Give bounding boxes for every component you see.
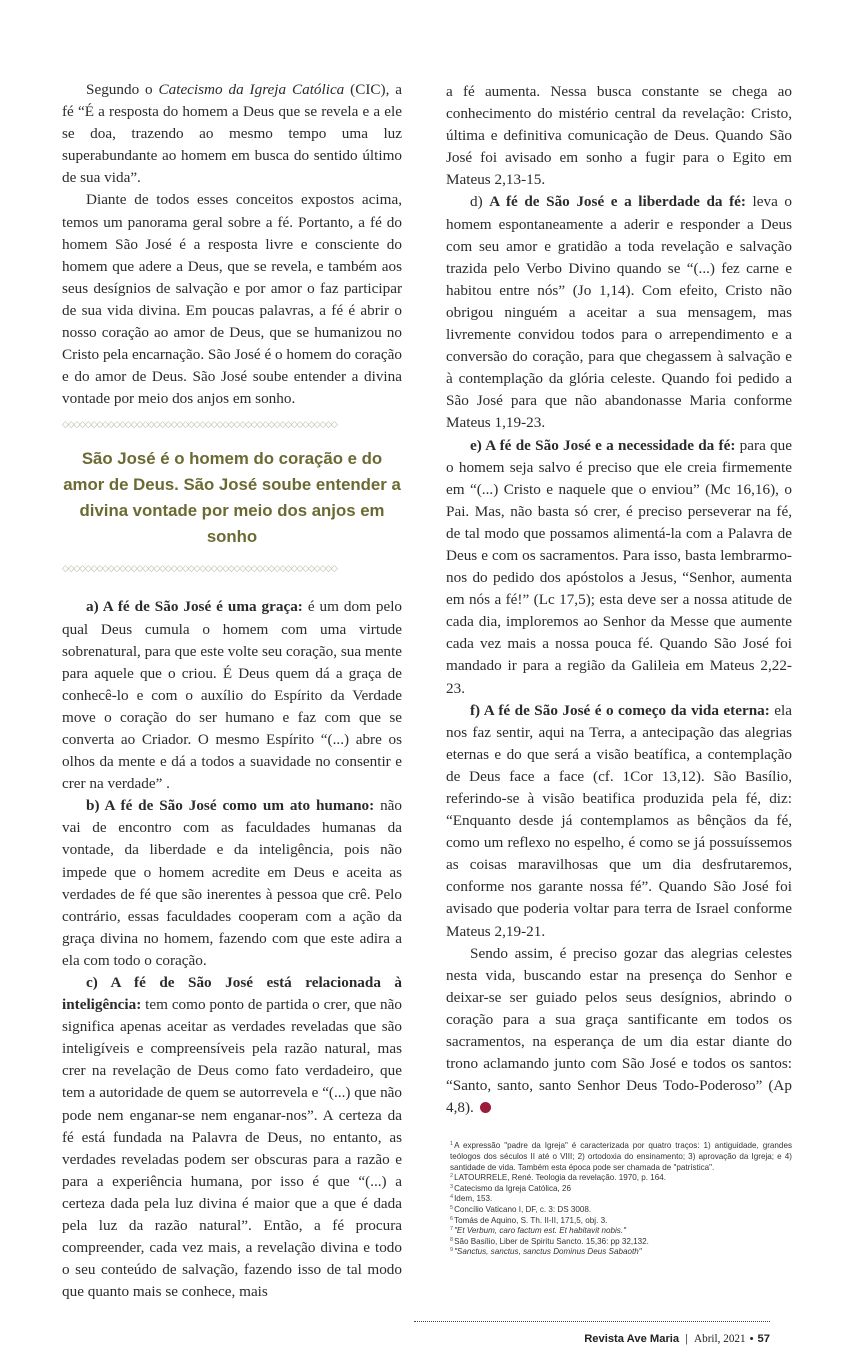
footnote-number: 6 — [450, 1215, 454, 1222]
page-number: 57 — [757, 1333, 770, 1346]
diamond-divider-top: ◇◇◇◇◇◇◇◇◇◇◇◇◇◇◇◇◇◇◇◇◇◇◇◇◇◇◇◇◇◇◇◇◇◇◇◇◇◇◇◇◇◇◇◇◇◇◇◇ — [62, 420, 337, 431]
intro-paragraph-1 — [62, 79, 402, 189]
point-e-text: para que o homem seja salvo é preciso que ele creia firmemente em “(...) Cristo e naquele que o enviou” (Mc 16,16), o Pai. Mas, não basta só crer, é preciso perseverar na fé, de tal modo que possamos alimentá-la com a Palavra de Deus e com os sacramentos. Para isso, basta lembrarmo-nos do pedido dos apóstolos a Jesus, “Senhor, aumenta em nós a fé!” (Lc 17,5); esta deve ser a nossa atitude de cada dia, imploremos ao Senhor da Messe que aumente cada vez mais a nossa pouca fé. Quando São José foi mandado ir para a região da Galileia em Mateus 2,22-23. — [446, 436, 793, 697]
conclusion-paragraph — [446, 943, 792, 1120]
footnote — [450, 1247, 792, 1258]
point-d-paragraph — [446, 191, 792, 434]
intro-text: Segundo o — [86, 81, 159, 98]
footnote-number: 4 — [450, 1194, 454, 1201]
point-c-title: c) A fé de São José está relacionada à inteligência: — [62, 974, 402, 1014]
footer-block — [0, 1321, 850, 1370]
point-b-text: não vai de encontro com as faculdades humanas da vontade, da liberdade e da inteligência, pois não impede que o homem acredite em Deus e aceita as verdades de fé que são inerentes à pessoa que crê. Pelo contrário, essas faculdades cooperam com a ação da graça divina no homem, fazendo com que este adira a ela com todo o coração. — [62, 797, 402, 969]
footnote-number: 1 — [450, 1141, 454, 1148]
point-d-prefix: d) — [470, 193, 490, 211]
right-column-wrapper — [446, 81, 792, 1258]
footnote — [450, 1173, 792, 1184]
continuation-paragraph: a fé aumenta. Nessa busca constante se chega ao conhecimento do mistério central da revelação: Cristo, última e definitiva comunicação de Deus. Quando São José foi avisado em sonho a fugir para o Egito em Mateus 2,13-15. — [446, 83, 792, 189]
footnote-number: 5 — [450, 1204, 454, 1211]
footer-separator: | — [685, 1333, 689, 1346]
footnote-number: 7 — [450, 1226, 454, 1233]
footnote-text: "Sanctus, sanctus, sanctus Dominus Deus Sabaoth" — [454, 1247, 642, 1257]
footnote — [450, 1205, 792, 1216]
issue-date: Abril, 2021 — [694, 1333, 746, 1346]
intro-paragraph-2: Diante de todos esses conceitos expostos acima, temos um panorama geral sobre a fé. Portanto, a fé do homem São José é a resposta livre e consciente do homem que adere a Deus, que se revela, e também aos seus desígnios de salvação e por amor o faz participar de sua vida divina. Em poucas palavras, a fé é abrir o nosso coração ao amor de Deus, que se humanizou no Cristo pela encarnação. São José é o homem do coração e do amor de Deus. São José soube entender a divina vontade por meio dos anjos em sonho. — [62, 191, 402, 408]
diamond-divider-bottom: ◇◇◇◇◇◇◇◇◇◇◇◇◇◇◇◇◇◇◇◇◇◇◇◇◇◇◇◇◇◇◇◇◇◇◇◇◇◇◇◇◇◇◇◇◇◇◇◇ — [62, 564, 337, 575]
footnote-number: 2 — [450, 1173, 454, 1180]
catechism-title: Catecismo da Igreja Católica — [158, 81, 345, 98]
footer-bullet: • — [749, 1333, 754, 1346]
end-of-article-dot-icon — [480, 1102, 491, 1113]
point-d-title: A fé de São José e a liberdade da fé: — [489, 193, 746, 211]
point-e-paragraph — [446, 435, 792, 700]
point-a-paragraph — [62, 596, 402, 795]
point-c-paragraph — [62, 972, 402, 1303]
footnote-number: 3 — [450, 1183, 454, 1190]
point-d-text: leva o homem espontaneamente a aderir e responder a Deus com seu amor e gratidão a toda revelação e salvação trazida pelo Verbo Divino quando se “(...) fez carne e habitou entre nós” (Jo 1,14). Com efeito, Cristo não obrigou ninguém a aceitar a sua mensagem, mas livremente convidou todos para o arrependimento e a conversão do coração, para que chegassem à salvação e à contemplação da glória celeste. Quando foi pedido a São José para que não abandonasse Maria conforme Mateus 1,19-23. — [446, 193, 793, 432]
footnote-text: São Basílio, Liber de Spiritu Sancto. 15,36: pp 32,132. — [454, 1236, 649, 1246]
footnote — [450, 1194, 792, 1205]
footnotes — [450, 1141, 792, 1258]
footnote-text: Idem, 153. — [454, 1194, 493, 1204]
section-heading: São José é o homem do coração e do amor de Deus. São José soube entender a divina vontade por meio dos anjos em sonho — [63, 449, 401, 547]
footnote-text: A expressão "padre da Igreja" é caracterizada por quatro traços: 1) antiguidade, grandes teólogos dos séculos II até o VIII; 2) ortodoxia do ensinamento; 3) aprovação da Igreja; e 4) santidade de vida. Também esta época pode ser chamada de "patrística". — [450, 1141, 792, 1172]
footnote-text: LATOURRELE, René. Teologia da revelação. 1970, p. 164. — [454, 1173, 666, 1183]
point-e-title: e) A fé de São José e a necessidade da fé: — [470, 436, 736, 454]
footer-dotted-rule — [414, 1321, 770, 1322]
point-f-title: f) A fé de São José é o começo da vida eterna: — [470, 701, 770, 719]
footnote-text: Catecismo da Igreja Católica, 26 — [454, 1183, 572, 1193]
point-a-text: é um dom pelo qual Deus cumula o homem com uma virtude sobrenatural, para que este volte seu coração, sua mente para aquele que o criou. É Deus quem dá a graça de conhecê-lo e com o auxílio do Espírito da Verdade move o coração do ser humano e faz com que se converta ao Criador. O mesmo Espírito “(...) abre os olhos da mente e dá a todos a suavidade no consentir e crer na verdade” . — [62, 598, 403, 793]
point-f-text: ela nos faz sentir, aqui na Terra, a antecipação das alegrias eternas e do que será a visão beatífica, a contemplação de Deus face a face (cf. 1Cor 13,12). São Basílio, referindo-se à visão beatifica produzida pela fé, diz: “Enquanto desde já contemplamos as bênçãos da fé, como um reflexo no espelho, é como se já possuíssemos as coisas maravilhosas que um dia desfrutaremos, conforme nos garante nossa fé”. Quando São José foi avisado que poderia voltar para terra de Israel conforme Mateus 2,19-21. — [446, 701, 792, 940]
point-a-title: a) A fé de São José é uma graça: — [86, 598, 303, 616]
intro-text: (CIC), a fé “É a resposta do homem a Deus que se revela e a ele se doa, trazendo ao mesmo tempo uma luz superabundante ao homem em busca do sentido último de sua vida”. — [62, 81, 402, 187]
footnote-text: Concílio Vaticano I, DF, c. 3: DS 3008. — [454, 1204, 592, 1214]
footnote — [450, 1184, 792, 1195]
footnote — [450, 1141, 792, 1173]
right-column — [446, 81, 792, 1119]
point-f-paragraph — [446, 700, 792, 943]
footnote-number: 9 — [450, 1247, 454, 1254]
page-footer — [414, 1332, 770, 1346]
magazine-name: Revista Ave Maria — [584, 1333, 680, 1346]
footnote — [450, 1237, 792, 1248]
footnote-number: 8 — [450, 1236, 454, 1243]
conclusion-text: Sendo assim, é preciso gozar das alegrias celestes nesta vida, buscando estar na presença do Senhor e deixar-se ser guiado pelos seus desígnios, abrindo o coração para a sua graça santificante em todos os sacramentos, na esperança de um dia estar diante do trono aclamando junto com São José e todos os santos: “Santo, santo, santo Senhor Deus Todo-Poderoso” (Ap 4,8). — [446, 944, 792, 1117]
left-column — [62, 79, 402, 1303]
point-b-title: b) A fé de São José como um ato humano: — [86, 797, 375, 815]
point-b-paragraph — [62, 795, 402, 972]
footnote — [450, 1226, 792, 1237]
footnote — [450, 1216, 792, 1227]
footnote-text: "Et Verbum, caro factum est. Et habitavit nobis." — [454, 1226, 626, 1236]
footnote-text: Tomás de Aquino, S. Th. II-II, 171,5, obj. 3. — [454, 1215, 608, 1225]
point-c-text: tem como ponto de partida o crer, que não significa apenas aceitar as verdades reveladas que são inteligíveis e compreensíveis pela razão natural, mas crer na revelação de Deus como fato verdadeiro, que tem a autoridade de quem se autorrevela e “(...) que não pode nem enganar-se nem enganar-nos”. A certeza da fé está fundada na Palavra de Deus, no entanto, as verdades reveladas podem ser obscuras para a razão e para a experiência humana, por isso é que “(...) a certeza dada pela luz divina é maior que a que é dada pela luz da razão natural”. Então, a fé procura compreender, cada vez mais, a revelação divina e todo o seu conteúdo de salvação, fazendo isso de tal modo que quanto mais se conhece, mais — [62, 996, 402, 1301]
